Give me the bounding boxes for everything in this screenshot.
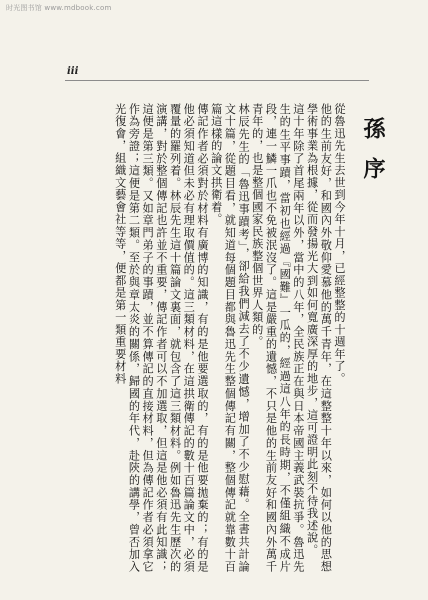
preface-body xyxy=(46,103,346,573)
watermark: 时光图书馆 www.mdbook.com xyxy=(6,4,112,12)
paragraph: 傳記作者必須對於材料有廣博的知識，有的是他要選取的，有的是他要拋棄的；有的是他必須知道但未必有理取價值的。這三類材料，在這拱衛傳記的數十百篇論文中，必須覆量的羅列着。林辰先生這十篇論文裏面，就包含了這三類材料。例如魯迅先生歷次的演講，對於整個傳記也許並不重要，傳記作者可以不加選取，但這是他必須有此知識；這便是第三類。又如章門弟子的事蹟，並不算傳記的直接材料，但為傳記作者必須拿它作為旁證；這便是第二類。至於與章太炎的關係，歸國的年代，赴陝的講學，曾否加入光復會，組織文藝會社等等，便都是第一類重要材料 xyxy=(113,103,209,573)
paragraph: 這十年除了首尾兩年以外，當中的八年，全民族正在與日本帝國主義武裝抗爭。魯迅先生的生平事蹟，當初也經過『國難』一瓜的，經過這八年的長時期，不僅組織不成片段，連一鱗一爪也不免被泯沒了。這是嚴重的遺憾，不只是他的生前友好和國內外萬千青年的，也是整個國家民族整個世界人類的。 xyxy=(250,103,305,573)
preface-title: 孫序 xyxy=(360,117,386,197)
page-number: iii xyxy=(67,66,79,77)
paragraph: 從魯迅先生去世到今年十月，已經整整的十週年了。 xyxy=(333,103,346,385)
header-rule xyxy=(65,80,369,81)
paragraph: 他的生前友好，和國內外敬仰愛慕他的萬千青年，在這整整十年以來，如何以他的思想學術事業為根據，從而發揚光大到如何寬廣深厚的地步，這可證明此刻不待我述說。 xyxy=(305,103,333,573)
paragraph: 林辰先生的「魯迅事蹟考」，卻給我們減去了不少遺憾，增加了不少慰藉。全書共計論文十篇，從題目看，就知道每個題目都與魯迅先生整個傳記有關，整個傳記就靠數十百篇這樣的論文拱衛着。 xyxy=(209,103,251,573)
